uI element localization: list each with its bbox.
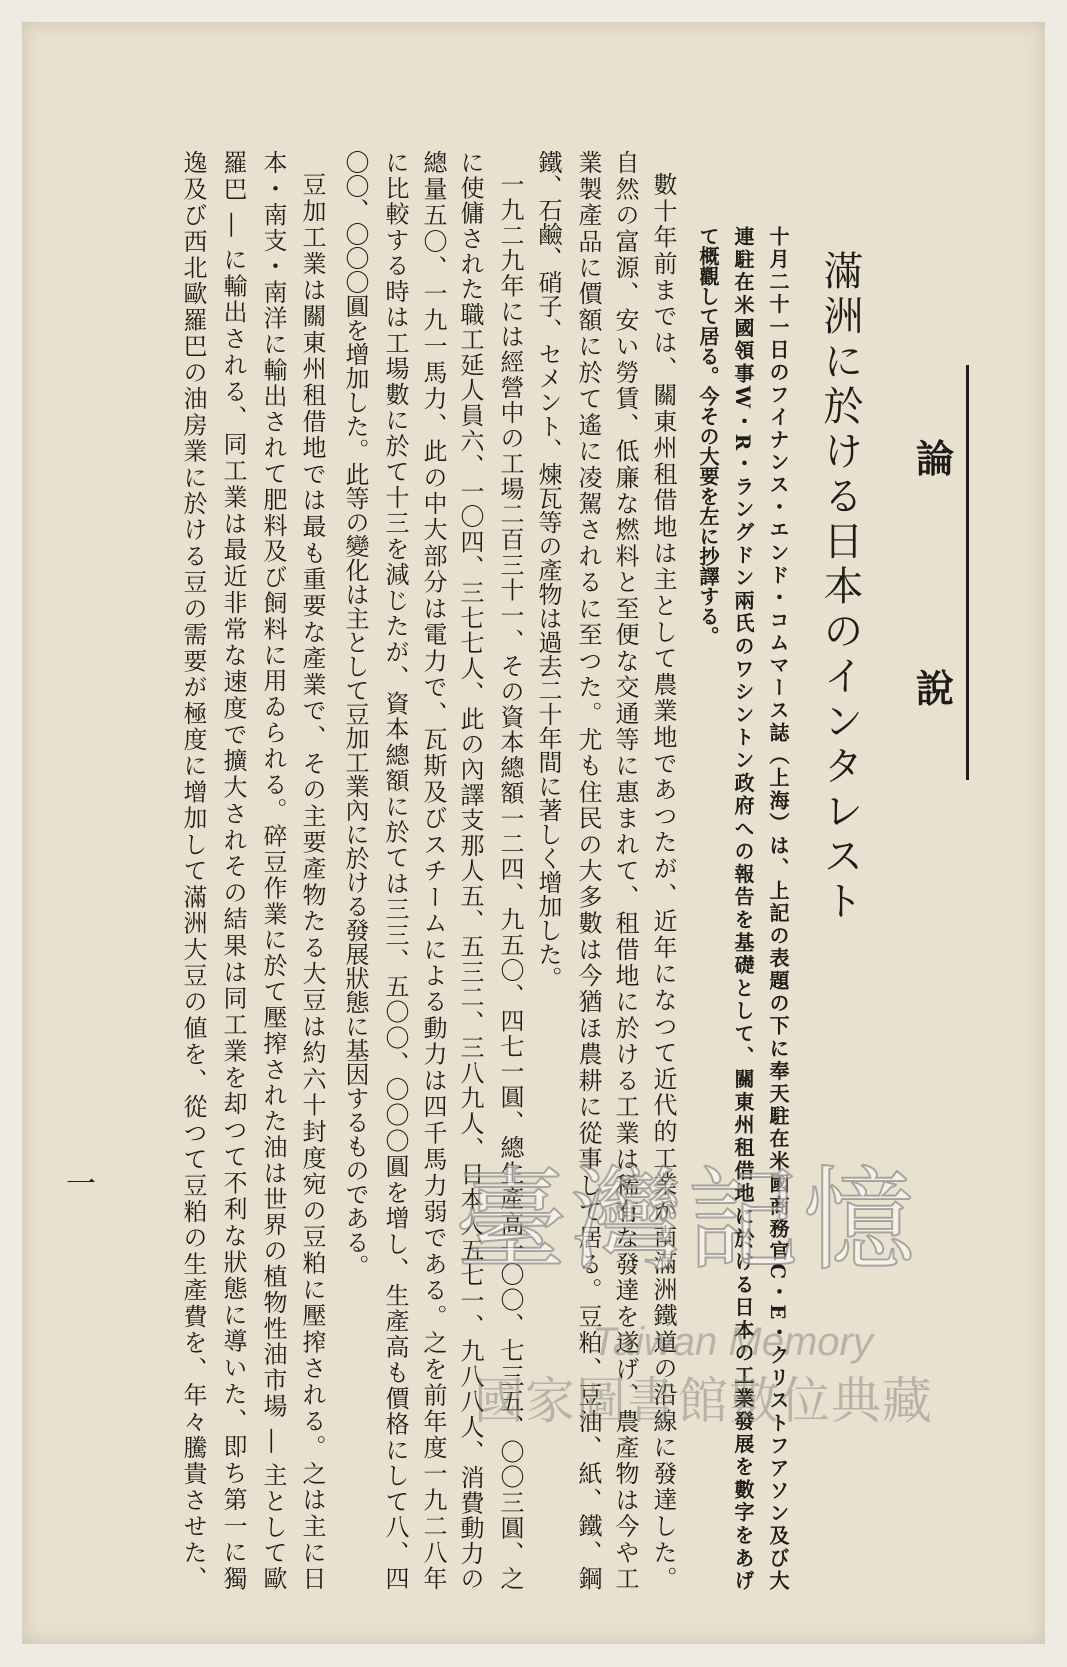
- page-number: 一: [66, 1167, 96, 1202]
- body-column-5: 一九二九年には經營中の工場二百三十一、その資本總額一二四、九五〇、四七一圓、總生產高一〇〇、七三五、〇〇三圓、之: [496, 172, 524, 1590]
- body-column-9: 〇〇、〇〇〇圓を增加した。此等の變化は主として豆加工業內に於ける發展狀態に基因するものである。: [341, 150, 369, 1278]
- body-column-6: に使傭された職工延人員六、一〇四、三七七人、此の內譯支那人五、五三二、三八九人、日本人五七一、九八八人、消費動力の: [456, 150, 484, 1590]
- body-column-7: 總量五〇、一九一馬力、此の中大部分は電力で、瓦斯及びスチームによる動力は四千馬力弱である。之を前年度一九二八年: [419, 150, 447, 1590]
- intro-column-2: 連駐在米國領事W・R・ラングドン兩氏のワシントン政府への報告を基礎として、關東州租借地に於ける日本の工業發展を數字をあげ: [731, 226, 755, 1590]
- body-column-3: 業製產品に價額に於て遙に凌駕されるに至つた。尤も住民の大多數は今猶ほ農耕に從事して居る。豆粕、豆油、紙、鐵、鋼: [574, 150, 602, 1590]
- watermark-english: Taiwan Memory: [592, 1320, 873, 1364]
- watermark-logo: 臺灣記憶: [455, 1156, 919, 1286]
- body-column-10: 豆加工業は關東州租借地では最も重要な產業で、その主要產物たる大豆は約六十封度宛の豆粕に壓搾される。之は主に日: [298, 172, 326, 1590]
- body-column-2: 自然の富源、安い勞賃、低廉な燃料と至便な交通等に惠まれて、租借地に於ける工業は稀有な發達を遂げ、農產物は今や工: [611, 150, 639, 1590]
- section-label-second-char: 說: [915, 666, 954, 711]
- body-column-11: 本・南支・南洋に輸出されて肥料及び飼料に用ゐられる。碎豆作業に於て壓搾された油は世界の植物性油市場 ― 主として歐: [259, 150, 287, 1590]
- watermark-institution: 國家圖書館數位典藏: [474, 1372, 933, 1430]
- intro-column-1: 十月二十一日のフイナンス・エンド・コムマース誌（上海）は、上記の表題の下に奉天駐在米國商務官C・E・クリストフアソン及び大: [766, 226, 790, 1590]
- section-divider-rule: [966, 365, 969, 780]
- body-column-8: に比較する時は工場數に於て十三を減じたが、資本總額に於ては三三、五〇〇、〇〇〇圓を增し、生產高も價格にして八、四: [381, 150, 409, 1590]
- body-column-1: 數十年前までは、關東州租借地は主として農業地であつたが、近年になつて近代的工業が南滿洲鐵道の沿線に發達した。: [649, 172, 677, 1590]
- body-column-4: 鐵、石鹼、硝子、セメント、煉瓦等の產物は過去二十年間に著しく增加した。: [534, 150, 562, 990]
- body-column-12: 羅巴 ― に輸出される、同工業は最近非常な速度で擴大されその結果は同工業を却つて不利な狀態に導いた、即ち第一に獨: [219, 150, 247, 1590]
- intro-column-3: て概觀して居る。今その大要を左に抄譯する。: [696, 226, 720, 646]
- body-column-13: 逸及び西北歐羅巴の油房業に於ける豆の需要が極度に增加して滿洲大豆の値を、從つて豆粕の生產費を、年々騰貴させた、: [179, 150, 207, 1591]
- section-label-first-char: 論: [915, 436, 954, 481]
- article-title: 滿洲に於ける日本のインタレスト: [817, 250, 863, 920]
